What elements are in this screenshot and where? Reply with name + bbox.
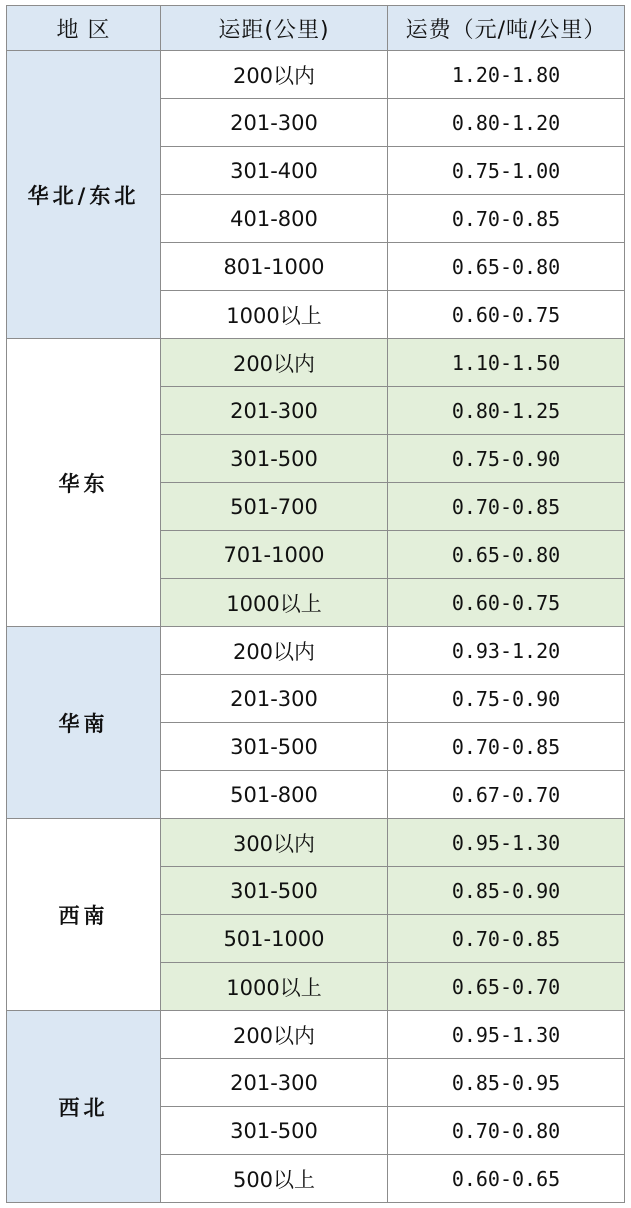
rate-cell: 0.70-0.85 xyxy=(388,723,625,771)
rate-cell: 1.10-1.50 xyxy=(388,339,625,387)
region-cell: 西北 xyxy=(7,1011,161,1203)
distance-cell: 301-500 xyxy=(161,1107,388,1155)
distance-cell: 501-800 xyxy=(161,771,388,819)
table-row xyxy=(7,627,625,675)
distance-cell: 201-300 xyxy=(161,387,388,435)
rate-cell: 1.20-1.80 xyxy=(388,51,625,99)
distance-cell: 301-500 xyxy=(161,435,388,483)
distance-cell: 200以内 xyxy=(161,339,388,387)
distance-cell: 701-1000 xyxy=(161,531,388,579)
rate-cell: 0.65-0.70 xyxy=(388,963,625,1011)
rate-cell: 0.70-0.85 xyxy=(388,915,625,963)
distance-cell: 301-500 xyxy=(161,723,388,771)
distance-cell: 801-1000 xyxy=(161,243,388,291)
rate-cell: 0.95-1.30 xyxy=(388,819,625,867)
rate-cell: 0.80-1.25 xyxy=(388,387,625,435)
table-row xyxy=(7,819,625,867)
rate-cell: 0.65-0.80 xyxy=(388,531,625,579)
region-cell: 华南 xyxy=(7,627,161,819)
distance-cell: 301-500 xyxy=(161,867,388,915)
header-region: 地 区 xyxy=(7,6,161,51)
rate-cell: 0.85-0.90 xyxy=(388,867,625,915)
header-row xyxy=(7,6,625,51)
rate-cell: 0.60-0.75 xyxy=(388,579,625,627)
table-row xyxy=(7,1011,625,1059)
distance-cell: 200以内 xyxy=(161,627,388,675)
rate-cell: 0.75-1.00 xyxy=(388,147,625,195)
rate-cell: 0.67-0.70 xyxy=(388,771,625,819)
rate-cell: 0.80-1.20 xyxy=(388,99,625,147)
rate-cell: 0.70-0.85 xyxy=(388,195,625,243)
distance-cell: 1000以上 xyxy=(161,291,388,339)
distance-cell: 501-1000 xyxy=(161,915,388,963)
region-cell: 西南 xyxy=(7,819,161,1011)
rate-cell: 0.75-0.90 xyxy=(388,675,625,723)
distance-cell: 1000以上 xyxy=(161,963,388,1011)
rate-cell: 0.65-0.80 xyxy=(388,243,625,291)
rate-cell: 0.70-0.85 xyxy=(388,483,625,531)
region-cell: 华北/东北 xyxy=(7,51,161,339)
distance-cell: 401-800 xyxy=(161,195,388,243)
distance-cell: 201-300 xyxy=(161,99,388,147)
header-distance: 运距(公里) xyxy=(161,6,388,51)
rate-cell: 0.95-1.30 xyxy=(388,1011,625,1059)
rate-cell: 0.93-1.20 xyxy=(388,627,625,675)
table-row xyxy=(7,51,625,99)
distance-cell: 1000以上 xyxy=(161,579,388,627)
rate-cell: 0.60-0.65 xyxy=(388,1155,625,1203)
region-cell: 华东 xyxy=(7,339,161,627)
freight-rate-table xyxy=(6,5,625,1203)
distance-cell: 300以内 xyxy=(161,819,388,867)
distance-cell: 501-700 xyxy=(161,483,388,531)
distance-cell: 200以内 xyxy=(161,51,388,99)
distance-cell: 201-300 xyxy=(161,675,388,723)
rate-cell: 0.60-0.75 xyxy=(388,291,625,339)
header-rate: 运费（元/吨/公里） xyxy=(388,6,625,51)
rate-cell: 0.85-0.95 xyxy=(388,1059,625,1107)
distance-cell: 301-400 xyxy=(161,147,388,195)
rate-cell: 0.75-0.90 xyxy=(388,435,625,483)
distance-cell: 200以内 xyxy=(161,1011,388,1059)
table-row xyxy=(7,339,625,387)
rate-cell: 0.70-0.80 xyxy=(388,1107,625,1155)
distance-cell: 500以上 xyxy=(161,1155,388,1203)
table-body xyxy=(7,51,625,1203)
distance-cell: 201-300 xyxy=(161,1059,388,1107)
